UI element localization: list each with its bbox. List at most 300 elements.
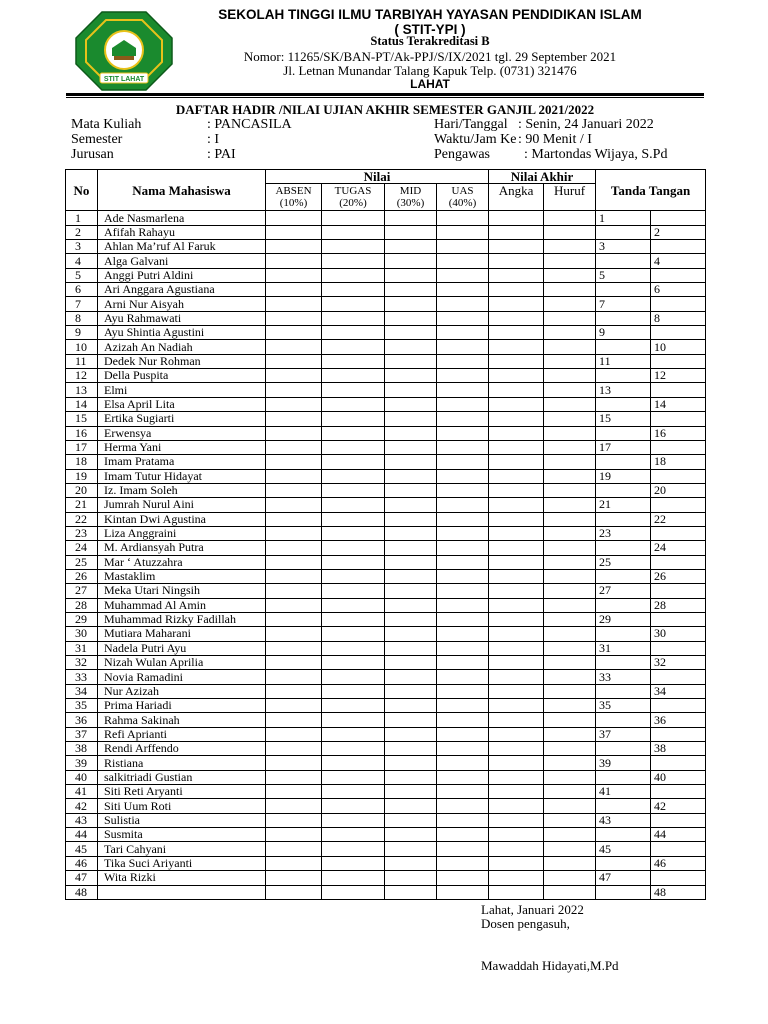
row-number: 32 bbox=[66, 656, 98, 670]
student-name: Ade Nasmarlena bbox=[98, 211, 266, 225]
final-huruf bbox=[544, 455, 596, 469]
final-angka bbox=[489, 699, 544, 713]
signature-even bbox=[651, 469, 706, 483]
final-angka bbox=[489, 369, 544, 383]
score-uas bbox=[437, 856, 489, 870]
row-number: 31 bbox=[66, 641, 98, 655]
table-row bbox=[66, 871, 706, 885]
final-angka bbox=[489, 598, 544, 612]
table-row bbox=[66, 684, 706, 698]
col-tugas-weight: (20%) bbox=[339, 197, 367, 210]
final-huruf bbox=[544, 842, 596, 856]
score-mid bbox=[385, 684, 437, 698]
final-angka bbox=[489, 612, 544, 626]
score-absen bbox=[266, 397, 322, 411]
signature-odd bbox=[596, 856, 651, 870]
col-name-header: Nama Mahasiswa bbox=[98, 170, 266, 211]
signature-odd bbox=[596, 397, 651, 411]
student-name: Mutiara Maharani bbox=[98, 627, 266, 641]
decree-number: Nomor: 11265/SK/BAN-PT/Ak-PPJ/S/IX/2021 tgl. 29 September 2021 bbox=[243, 49, 617, 64]
signature-even bbox=[651, 842, 706, 856]
score-tugas bbox=[322, 211, 385, 225]
signature-even: 4 bbox=[651, 254, 706, 268]
row-number: 41 bbox=[66, 785, 98, 799]
signature-even bbox=[651, 871, 706, 885]
table-row bbox=[66, 785, 706, 799]
signature-even bbox=[651, 756, 706, 770]
table-row bbox=[66, 369, 706, 383]
signature-odd bbox=[596, 541, 651, 555]
final-angka bbox=[489, 842, 544, 856]
final-huruf bbox=[544, 799, 596, 813]
score-absen bbox=[266, 699, 322, 713]
score-mid bbox=[385, 268, 437, 282]
table-row bbox=[66, 799, 706, 813]
final-huruf bbox=[544, 440, 596, 454]
score-tugas bbox=[322, 684, 385, 698]
score-tugas bbox=[322, 354, 385, 368]
final-huruf bbox=[544, 225, 596, 239]
score-uas bbox=[437, 397, 489, 411]
final-angka bbox=[489, 440, 544, 454]
time-label: Waktu/Jam Ke bbox=[434, 132, 517, 147]
final-angka bbox=[489, 569, 544, 583]
col-mid-label: MID bbox=[399, 185, 422, 198]
score-tugas bbox=[322, 612, 385, 626]
signature-even bbox=[651, 813, 706, 827]
row-number: 9 bbox=[66, 326, 98, 340]
final-angka bbox=[489, 526, 544, 540]
final-huruf bbox=[544, 369, 596, 383]
college-logo bbox=[74, 10, 174, 92]
final-huruf bbox=[544, 828, 596, 842]
score-absen bbox=[266, 756, 322, 770]
student-name: Afifah Rahayu bbox=[98, 225, 266, 239]
final-angka bbox=[489, 727, 544, 741]
student-name: Ahlan Ma’ruf Al Faruk bbox=[98, 240, 266, 254]
row-number: 28 bbox=[66, 598, 98, 612]
score-tugas bbox=[322, 283, 385, 297]
score-absen bbox=[266, 412, 322, 426]
score-uas bbox=[437, 842, 489, 856]
row-number: 48 bbox=[66, 885, 98, 899]
row-number: 34 bbox=[66, 684, 98, 698]
final-huruf bbox=[544, 670, 596, 684]
lecturer-name: Mawaddah Hidayati,M.Pd bbox=[481, 958, 619, 973]
score-tugas bbox=[322, 584, 385, 598]
logo-book-icon bbox=[114, 56, 134, 60]
signature-odd: 11 bbox=[596, 354, 651, 368]
score-tugas bbox=[322, 369, 385, 383]
score-uas bbox=[437, 225, 489, 239]
score-tugas bbox=[322, 412, 385, 426]
final-huruf bbox=[544, 770, 596, 784]
row-number: 47 bbox=[66, 871, 98, 885]
row-number: 22 bbox=[66, 512, 98, 526]
final-huruf bbox=[544, 627, 596, 641]
signature-odd bbox=[596, 656, 651, 670]
final-angka bbox=[489, 455, 544, 469]
signature-odd: 41 bbox=[596, 785, 651, 799]
score-uas bbox=[437, 354, 489, 368]
table-row bbox=[66, 354, 706, 368]
final-huruf bbox=[544, 555, 596, 569]
final-angka bbox=[489, 555, 544, 569]
score-tugas bbox=[322, 498, 385, 512]
score-absen bbox=[266, 727, 322, 741]
table-row bbox=[66, 455, 706, 469]
table-row bbox=[66, 426, 706, 440]
student-name: Siti Reti Aryanti bbox=[98, 785, 266, 799]
score-uas bbox=[437, 412, 489, 426]
score-uas bbox=[437, 727, 489, 741]
score-tugas bbox=[322, 871, 385, 885]
final-angka bbox=[489, 254, 544, 268]
row-number: 33 bbox=[66, 670, 98, 684]
score-absen bbox=[266, 828, 322, 842]
score-uas bbox=[437, 311, 489, 325]
score-tugas bbox=[322, 240, 385, 254]
score-absen bbox=[266, 541, 322, 555]
signature-odd bbox=[596, 225, 651, 239]
score-absen bbox=[266, 297, 322, 311]
score-absen bbox=[266, 713, 322, 727]
signature-odd: 45 bbox=[596, 842, 651, 856]
address: Jl. Letnan Munandar Talang Kapuk Telp. (0731) 321476 bbox=[283, 63, 577, 78]
score-uas bbox=[437, 713, 489, 727]
score-absen bbox=[266, 641, 322, 655]
signature-even: 44 bbox=[651, 828, 706, 842]
final-huruf bbox=[544, 727, 596, 741]
signature-even bbox=[651, 526, 706, 540]
major-value: : PAI bbox=[207, 147, 236, 162]
student-name: Nizah Wulan Aprilia bbox=[98, 656, 266, 670]
row-number: 6 bbox=[66, 283, 98, 297]
score-uas bbox=[437, 641, 489, 655]
score-mid bbox=[385, 598, 437, 612]
score-mid bbox=[385, 469, 437, 483]
score-absen bbox=[266, 240, 322, 254]
score-tugas bbox=[322, 842, 385, 856]
place-date: Lahat, Januari 2022 bbox=[481, 902, 584, 917]
score-absen bbox=[266, 498, 322, 512]
score-mid bbox=[385, 871, 437, 885]
score-tugas bbox=[322, 455, 385, 469]
signature-odd bbox=[596, 483, 651, 497]
score-tugas bbox=[322, 813, 385, 827]
score-absen bbox=[266, 842, 322, 856]
signature-even bbox=[651, 354, 706, 368]
score-uas bbox=[437, 699, 489, 713]
score-mid bbox=[385, 455, 437, 469]
table-row bbox=[66, 742, 706, 756]
score-uas bbox=[437, 656, 489, 670]
score-absen bbox=[266, 426, 322, 440]
signature-odd bbox=[596, 512, 651, 526]
signature-odd: 7 bbox=[596, 297, 651, 311]
final-angka bbox=[489, 541, 544, 555]
score-uas bbox=[437, 512, 489, 526]
score-mid bbox=[385, 770, 437, 784]
col-tugas-header bbox=[322, 184, 385, 211]
signature-odd: 33 bbox=[596, 670, 651, 684]
score-absen bbox=[266, 785, 322, 799]
signature-even: 26 bbox=[651, 569, 706, 583]
table-row bbox=[66, 498, 706, 512]
final-huruf bbox=[544, 383, 596, 397]
signature-even bbox=[651, 727, 706, 741]
score-tugas bbox=[322, 670, 385, 684]
score-mid bbox=[385, 627, 437, 641]
final-huruf bbox=[544, 612, 596, 626]
signature-odd: 23 bbox=[596, 526, 651, 540]
final-huruf bbox=[544, 598, 596, 612]
score-tugas bbox=[322, 483, 385, 497]
score-uas bbox=[437, 828, 489, 842]
time-value: : 90 Menit / I bbox=[518, 132, 592, 147]
final-angka bbox=[489, 397, 544, 411]
signature-even bbox=[651, 268, 706, 282]
score-tugas bbox=[322, 641, 385, 655]
score-mid bbox=[385, 541, 437, 555]
proctor-value: : Martondas Wijaya, S.Pd bbox=[524, 147, 668, 162]
row-number: 38 bbox=[66, 742, 98, 756]
student-name: Ayu Shintia Agustini bbox=[98, 326, 266, 340]
final-huruf bbox=[544, 483, 596, 497]
final-huruf bbox=[544, 469, 596, 483]
score-tugas bbox=[322, 254, 385, 268]
score-mid bbox=[385, 440, 437, 454]
score-tugas bbox=[322, 397, 385, 411]
table-row bbox=[66, 483, 706, 497]
score-mid bbox=[385, 483, 437, 497]
final-huruf bbox=[544, 397, 596, 411]
score-absen bbox=[266, 799, 322, 813]
student-name: Ertika Sugiarti bbox=[98, 412, 266, 426]
col-uas-weight: (40%) bbox=[448, 197, 477, 210]
signature-even: 10 bbox=[651, 340, 706, 354]
row-number: 20 bbox=[66, 483, 98, 497]
student-name: Ari Anggara Agustiana bbox=[98, 283, 266, 297]
col-absen-weight: (10%) bbox=[279, 197, 308, 210]
final-huruf bbox=[544, 569, 596, 583]
score-mid bbox=[385, 756, 437, 770]
signature-odd bbox=[596, 828, 651, 842]
signature-odd: 19 bbox=[596, 469, 651, 483]
signature-even: 6 bbox=[651, 283, 706, 297]
signature-odd bbox=[596, 770, 651, 784]
score-mid bbox=[385, 526, 437, 540]
final-huruf bbox=[544, 756, 596, 770]
final-angka bbox=[489, 756, 544, 770]
signature-odd: 13 bbox=[596, 383, 651, 397]
signature-even bbox=[651, 670, 706, 684]
final-angka bbox=[489, 627, 544, 641]
score-uas bbox=[437, 670, 489, 684]
final-angka bbox=[489, 785, 544, 799]
final-huruf bbox=[544, 699, 596, 713]
score-absen bbox=[266, 627, 322, 641]
score-mid bbox=[385, 240, 437, 254]
final-angka bbox=[489, 469, 544, 483]
final-huruf bbox=[544, 354, 596, 368]
score-tugas bbox=[322, 828, 385, 842]
lecturer-label: Dosen pengasuh, bbox=[481, 916, 570, 931]
signature-even: 20 bbox=[651, 483, 706, 497]
score-mid bbox=[385, 813, 437, 827]
city: LAHAT bbox=[410, 77, 450, 91]
final-angka bbox=[489, 326, 544, 340]
table-row bbox=[66, 326, 706, 340]
table-row bbox=[66, 268, 706, 282]
semester-value: : I bbox=[207, 132, 220, 147]
score-uas bbox=[437, 326, 489, 340]
table-row bbox=[66, 240, 706, 254]
signature-odd bbox=[596, 598, 651, 612]
score-absen bbox=[266, 598, 322, 612]
row-number: 17 bbox=[66, 440, 98, 454]
score-mid bbox=[385, 225, 437, 239]
score-absen bbox=[266, 225, 322, 239]
student-name bbox=[98, 885, 266, 899]
score-absen bbox=[266, 311, 322, 325]
student-name: Tari Cahyani bbox=[98, 842, 266, 856]
date-value: : Senin, 24 Januari 2022 bbox=[518, 117, 654, 132]
score-tugas bbox=[322, 799, 385, 813]
signature-even bbox=[651, 785, 706, 799]
final-angka bbox=[489, 426, 544, 440]
final-huruf bbox=[544, 871, 596, 885]
col-absen-header bbox=[266, 184, 322, 211]
score-absen bbox=[266, 770, 322, 784]
student-name: Meka Utari Ningsih bbox=[98, 584, 266, 598]
score-absen bbox=[266, 211, 322, 225]
score-tugas bbox=[322, 727, 385, 741]
student-name: M. Ardiansyah Putra bbox=[98, 541, 266, 555]
score-uas bbox=[437, 469, 489, 483]
signature-even: 16 bbox=[651, 426, 706, 440]
student-name: Nadela Putri Ayu bbox=[98, 641, 266, 655]
final-angka bbox=[489, 656, 544, 670]
score-mid bbox=[385, 842, 437, 856]
score-mid bbox=[385, 326, 437, 340]
table-row bbox=[66, 612, 706, 626]
score-tugas bbox=[322, 770, 385, 784]
col-no-header: No bbox=[66, 170, 98, 211]
final-angka bbox=[489, 383, 544, 397]
col-final-header: Nilai Akhir bbox=[489, 170, 596, 184]
score-absen bbox=[266, 656, 322, 670]
final-huruf bbox=[544, 856, 596, 870]
row-number: 43 bbox=[66, 813, 98, 827]
final-angka bbox=[489, 211, 544, 225]
score-mid bbox=[385, 885, 437, 899]
score-mid bbox=[385, 397, 437, 411]
signature-odd bbox=[596, 340, 651, 354]
final-huruf bbox=[544, 340, 596, 354]
score-uas bbox=[437, 211, 489, 225]
signature-even bbox=[651, 440, 706, 454]
signature-even bbox=[651, 612, 706, 626]
score-uas bbox=[437, 770, 489, 784]
row-number: 44 bbox=[66, 828, 98, 842]
signature-odd: 27 bbox=[596, 584, 651, 598]
signature-odd: 39 bbox=[596, 756, 651, 770]
score-absen bbox=[266, 813, 322, 827]
table-row bbox=[66, 656, 706, 670]
student-name: Tika Suci Ariyanti bbox=[98, 856, 266, 870]
score-absen bbox=[266, 369, 322, 383]
score-tugas bbox=[322, 627, 385, 641]
signature-odd: 3 bbox=[596, 240, 651, 254]
row-number: 8 bbox=[66, 311, 98, 325]
score-mid bbox=[385, 699, 437, 713]
final-angka bbox=[489, 498, 544, 512]
final-huruf bbox=[544, 742, 596, 756]
row-number: 26 bbox=[66, 569, 98, 583]
score-tugas bbox=[322, 598, 385, 612]
student-name: Elsa April Lita bbox=[98, 397, 266, 411]
table-row bbox=[66, 856, 706, 870]
letterhead-rule-thick bbox=[66, 93, 704, 96]
score-mid bbox=[385, 211, 437, 225]
col-tugas-label: TUGAS bbox=[334, 185, 372, 198]
final-huruf bbox=[544, 512, 596, 526]
final-angka bbox=[489, 885, 544, 899]
score-tugas bbox=[322, 713, 385, 727]
final-angka bbox=[489, 799, 544, 813]
row-number: 15 bbox=[66, 412, 98, 426]
signature-odd: 1 bbox=[596, 211, 651, 225]
final-angka bbox=[489, 713, 544, 727]
score-tugas bbox=[322, 311, 385, 325]
student-name: Sulistia bbox=[98, 813, 266, 827]
row-number: 16 bbox=[66, 426, 98, 440]
score-tugas bbox=[322, 885, 385, 899]
signature-even: 42 bbox=[651, 799, 706, 813]
score-absen bbox=[266, 670, 322, 684]
student-name: Refi Aprianti bbox=[98, 727, 266, 741]
table-row bbox=[66, 283, 706, 297]
signature-odd: 21 bbox=[596, 498, 651, 512]
col-angka-header: Angka bbox=[489, 184, 544, 211]
col-nilai-header: Nilai bbox=[266, 170, 489, 184]
row-number: 7 bbox=[66, 297, 98, 311]
score-absen bbox=[266, 871, 322, 885]
date-label: Hari/Tanggal bbox=[434, 117, 508, 132]
final-huruf bbox=[544, 311, 596, 325]
score-uas bbox=[437, 440, 489, 454]
score-absen bbox=[266, 555, 322, 569]
final-angka bbox=[489, 340, 544, 354]
student-name: Imam Pratama bbox=[98, 455, 266, 469]
final-angka bbox=[489, 354, 544, 368]
final-huruf bbox=[544, 326, 596, 340]
score-uas bbox=[437, 756, 489, 770]
score-uas bbox=[437, 742, 489, 756]
score-mid bbox=[385, 828, 437, 842]
table-row bbox=[66, 569, 706, 583]
row-number: 45 bbox=[66, 842, 98, 856]
signature-even: 34 bbox=[651, 684, 706, 698]
table-row bbox=[66, 598, 706, 612]
student-name: Jumrah Nurul Aini bbox=[98, 498, 266, 512]
score-uas bbox=[437, 598, 489, 612]
final-huruf bbox=[544, 641, 596, 655]
score-mid bbox=[385, 311, 437, 325]
student-name: Siti Uum Roti bbox=[98, 799, 266, 813]
letterhead-rule-thin bbox=[66, 97, 704, 98]
